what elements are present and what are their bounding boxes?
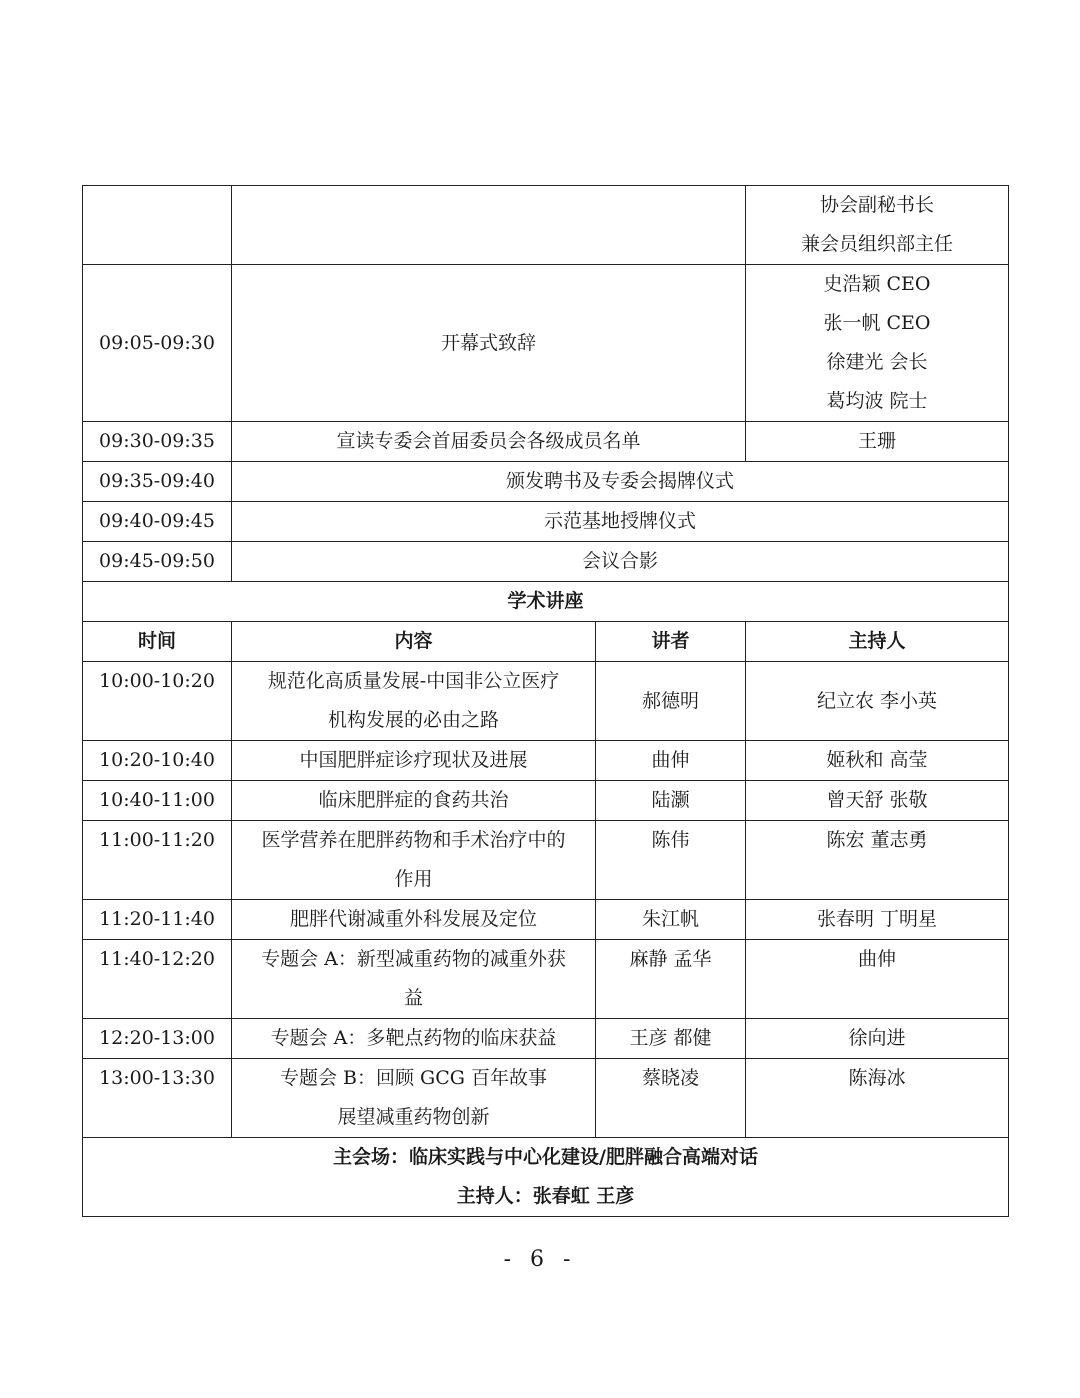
content-cell: 中国肥胖症诊疗现状及进展 (232, 741, 596, 781)
content-cell: 医学营养在肥胖药物和手术治疗中的 作用 (232, 821, 596, 900)
time-cell: 09:35-09:40 (83, 462, 232, 502)
page-number: - 6 - (503, 1247, 577, 1272)
speaker-cell: 陆灏 (596, 781, 746, 821)
section-title-row (83, 1138, 1009, 1217)
speaker-cell: 郝德明 (596, 662, 746, 741)
speaker-cell: 麻静 孟华 (596, 940, 746, 1019)
time-cell: 11:20-11:40 (83, 900, 232, 940)
host-cell: 陈海冰 (746, 1059, 1009, 1138)
header-time: 时间 (83, 622, 232, 662)
host-cell: 曲伸 (746, 940, 1009, 1019)
time-cell: 10:00-10:20 (83, 662, 232, 741)
time-cell: 12:20-13:00 (83, 1019, 232, 1059)
time-cell: 10:40-11:00 (83, 781, 232, 821)
table-row (83, 1059, 1009, 1138)
table-row (83, 502, 1009, 542)
header-speaker: 讲者 (596, 622, 746, 662)
table-row (83, 821, 1009, 900)
time-cell: 09:40-09:45 (83, 502, 232, 542)
time-cell: 09:05-09:30 (83, 265, 232, 422)
section-title-row (83, 582, 1009, 622)
time-cell: 11:00-11:20 (83, 821, 232, 900)
speaker-cell: 史浩颖 CEO 张一帆 CEO 徐建光 会长 葛均波 院士 (746, 265, 1009, 422)
header-content: 内容 (232, 622, 596, 662)
table-row (83, 542, 1009, 582)
content-cell: 专题会 B：回顾 GCG 百年故事 展望减重药物创新 (232, 1059, 596, 1138)
time-cell: 11:40-12:20 (83, 940, 232, 1019)
content-cell: 开幕式致辞 (232, 265, 746, 422)
time-cell: 13:00-13:30 (83, 1059, 232, 1138)
table-row (83, 265, 1009, 422)
host-cell: 曾天舒 张敬 (746, 781, 1009, 821)
content-cell (232, 186, 746, 265)
table-row (83, 1019, 1009, 1059)
speaker-cell: 王珊 (746, 422, 1009, 462)
host-cell: 张春明 丁明星 (746, 900, 1009, 940)
table-row (83, 900, 1009, 940)
table-row (83, 462, 1009, 502)
speaker-cell: 蔡晓凌 (596, 1059, 746, 1138)
schedule-table (82, 185, 1009, 1217)
content-cell: 宣读专委会首届委员会各级成员名单 (232, 422, 746, 462)
time-cell: 09:30-09:35 (83, 422, 232, 462)
table-row (83, 422, 1009, 462)
speaker-cell: 陈伟 (596, 821, 746, 900)
time-cell: 10:20-10:40 (83, 741, 232, 781)
speaker-cell: 协会副秘书长 兼会员组织部主任 (746, 186, 1009, 265)
content-cell: 临床肥胖症的食药共治 (232, 781, 596, 821)
content-cell: 肥胖代谢减重外科发展及定位 (232, 900, 596, 940)
section-title: 学术讲座 (83, 582, 1009, 622)
host-cell: 姬秋和 高莹 (746, 741, 1009, 781)
main-venue-hosts: 主持人：张春虹 王彦 (456, 1185, 635, 1207)
table-row (83, 781, 1009, 821)
main-venue-cell (83, 1138, 1009, 1217)
host-cell: 陈宏 董志勇 (746, 821, 1009, 900)
speaker-cell: 朱江帆 (596, 900, 746, 940)
content-cell: 颁发聘书及专委会揭牌仪式 (232, 462, 1009, 502)
table-row (83, 662, 1009, 741)
header-row (83, 622, 1009, 662)
time-cell: 09:45-09:50 (83, 542, 232, 582)
speaker-cell: 曲伸 (596, 741, 746, 781)
main-venue-title: 主会场：临床实践与中心化建设/肥胖融合高端对话 (333, 1146, 758, 1168)
content-cell: 专题会 A：新型减重药物的减重外获 益 (232, 940, 596, 1019)
content-cell: 专题会 A：多靶点药物的临床获益 (232, 1019, 596, 1059)
content-cell: 会议合影 (232, 542, 1009, 582)
host-cell: 纪立农 李小英 (746, 662, 1009, 741)
content-cell: 示范基地授牌仪式 (232, 502, 1009, 542)
header-host: 主持人 (746, 622, 1009, 662)
content-cell: 规范化高质量发展-中国非公立医疗 机构发展的必由之路 (232, 662, 596, 741)
time-cell (83, 186, 232, 265)
host-cell: 徐向进 (746, 1019, 1009, 1059)
speaker-cell: 王彦 都健 (596, 1019, 746, 1059)
table-row (83, 186, 1009, 265)
table-row (83, 741, 1009, 781)
table-row (83, 940, 1009, 1019)
